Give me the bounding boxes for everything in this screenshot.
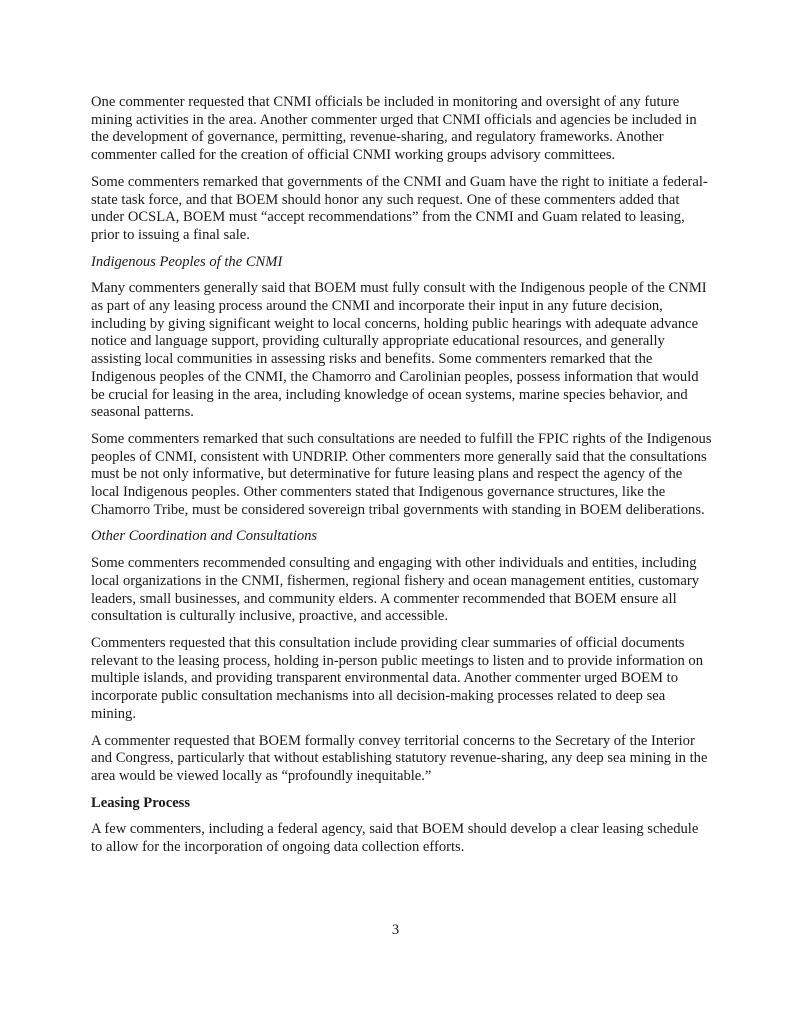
block-spacer — [91, 626, 711, 635]
section-subheading — [91, 528, 711, 546]
text-line: mining. — [91, 705, 136, 722]
paragraph — [91, 733, 711, 786]
text-line: relevant to the leasing process, holding in-person public meetings to listen and to provide information on — [91, 652, 703, 669]
text-line: leaders, small businesses, and community elders. A commenter recommended that BOEM ensure all — [91, 590, 677, 607]
paragraph — [91, 555, 711, 626]
block-spacer — [91, 546, 711, 555]
text-line: mining activities in the area. Another commenter urged that CNMI officials and agencies be included in — [91, 111, 697, 128]
block-spacer — [91, 422, 711, 431]
text-line: Some commenters recommended consulting and engaging with other individuals and entities, including — [91, 555, 697, 572]
text-line: to allow for the incorporation of ongoing data collection efforts. — [91, 839, 465, 856]
paragraph — [91, 94, 711, 165]
text-line: Commenters requested that this consultation include providing clear summaries of official documents — [91, 634, 685, 651]
text-line: Indigenous Peoples of the CNMI — [91, 253, 283, 270]
block-spacer — [91, 165, 711, 174]
paragraph — [91, 280, 711, 422]
text-line: and Congress, particularly that without establishing statutory revenue-sharing, any deep sea mining in the — [91, 750, 708, 767]
block-spacer — [91, 519, 711, 528]
text-line: as part of any leasing process around the CNMI and incorporate their input in any future decision, — [91, 298, 663, 315]
block-spacer — [91, 786, 711, 795]
text-line: prior to issuing a final sale. — [91, 226, 250, 243]
text-line: be crucial for leasing in the area, including knowledge of ocean systems, marine species behavior, and — [91, 386, 688, 403]
text-line: assisting local communities in assessing risks and benefits. Some commenters remarked that the — [91, 351, 653, 368]
text-line: Indigenous peoples of the CNMI, the Chamorro and Carolinian peoples, possess information that would — [91, 368, 699, 385]
section-subheading — [91, 254, 711, 272]
text-line: consultation is culturally inclusive, proactive, and accessible. — [91, 608, 449, 625]
text-line: under OCSLA, BOEM must “accept recommendations” from the CNMI and Guam related to leasing, — [91, 209, 685, 226]
block-spacer — [91, 245, 711, 254]
text-line: notice and language support, providing culturally appropriate educational resources, and generally — [91, 333, 665, 350]
text-line: state task force, and that BOEM should honor any such request. One of these commenters added that — [91, 191, 680, 208]
paragraph — [91, 821, 711, 856]
text-line: local organizations in the CNMI, fishermen, regional fishery and ocean management entities, customary — [91, 572, 700, 589]
block-spacer — [91, 812, 711, 821]
text-line: Many commenters generally said that BOEM must fully consult with the Indigenous people of the CNMI — [91, 280, 707, 297]
text-line: including by giving significant weight to local concerns, holding public hearings with adequate advance — [91, 315, 699, 332]
text-line: local Indigenous peoples. Other commenters stated that Indigenous governance structures, like the — [91, 484, 666, 501]
text-line: multiple islands, and providing transparent environmental data. Another commenter urged BOEM to — [91, 670, 678, 687]
text-line: Other Coordination and Consultations — [91, 528, 318, 545]
text-line: A commenter requested that BOEM formally convey territorial concerns to the Secretary of the Interior — [91, 732, 695, 749]
text-line: incorporate public consultation mechanisms into all decision-making processes related to deep sea — [91, 688, 666, 705]
paragraph — [91, 174, 711, 245]
text-line: commenter called for the creation of official CNMI working groups advisory committees. — [91, 147, 616, 164]
block-spacer — [91, 271, 711, 280]
document-body — [91, 94, 711, 857]
text-line: Some commenters remarked that such consultations are needed to fulfill the FPIC rights of the Indigenous — [91, 430, 712, 447]
text-line: peoples of CNMI, consistent with UNDRIP. Other commenters more generally said that the consultations — [91, 448, 707, 465]
block-spacer — [91, 724, 711, 733]
text-line: seasonal patterns. — [91, 404, 194, 421]
text-line: One commenter requested that CNMI officials be included in monitoring and oversight of any future — [91, 94, 680, 110]
page-number: 3 — [391, 922, 400, 938]
section-heading — [91, 795, 711, 813]
paragraph — [91, 635, 711, 724]
text-line: Some commenters remarked that governments of the CNMI and Guam have the right to initiate a federal- — [91, 173, 708, 190]
text-line: the development of governance, permitting, revenue-sharing, and regulatory frameworks. Another — [91, 129, 664, 146]
text-line: Chamorro Tribe, must be considered sovereign tribal governments with standing in BOEM deliberations. — [91, 501, 705, 518]
text-line: must be not only informative, but determinative for future leasing plans and respect the agency of the — [91, 466, 683, 483]
text-line: Leasing Process — [91, 794, 191, 811]
text-line: area would be viewed locally as “profoundly inequitable.” — [91, 767, 432, 784]
paragraph — [91, 431, 711, 520]
text-line: A few commenters, including a federal agency, said that BOEM should develop a clear leasing schedule — [91, 821, 699, 838]
